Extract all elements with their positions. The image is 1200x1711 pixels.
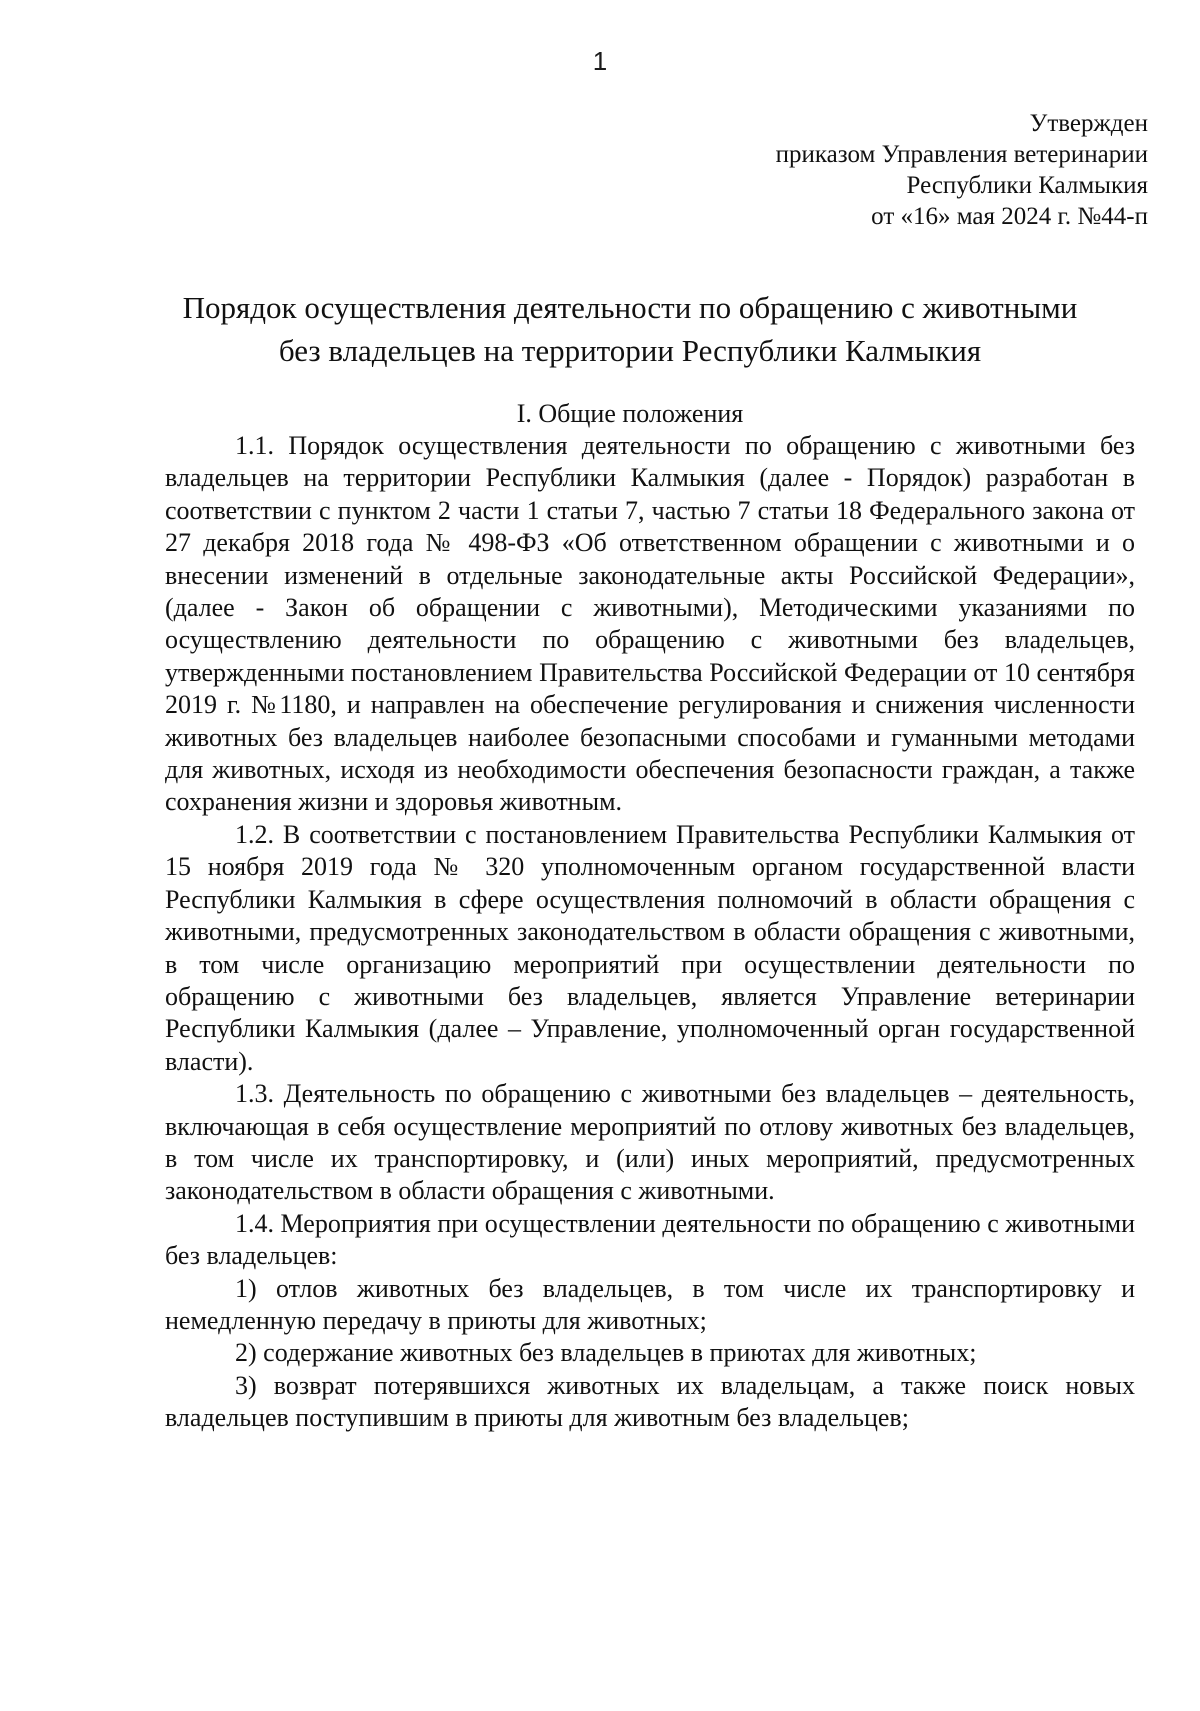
- paragraph-1-1: 1.1. Порядок осуществления деятельности по обращению с животными без владельцев на территории Республики Калмыкия (далее - Порядок) разработан в соответствии с пунктом 2 части 1 статьи 7, частью 7 статьи 18 Федерального закона от 27 декабря 2018 года № 498-ФЗ «Об ответственном обращении с животными и о внесении изменений в отдельные законодательные акты Российской Федерации», (далее - Закон об обращении с животными), Методическими указаниями по осуществлению деятельности по обращению с животными без владельцев, утвержденными постановлением Правительства Российской Федерации от 10 сентября 2019 г. №1180, и направлен на обеспечение регулирования и снижения численности животных без владельцев наиболее безопасными способами и гуманными методами для животных, исходя из необходимости обеспечения безопасности граждан, а также сохранения жизни и здоровья животным.: [165, 431, 1135, 817]
- approval-line: приказом Управления ветеринарии: [775, 141, 1148, 168]
- paragraph-1-4: 1.4. Мероприятия при осуществлении деятельности по обращению с животными без владельцев:: [165, 1208, 1135, 1271]
- approval-block: [588, 108, 1148, 232]
- list-item-2: 2) содержание животных без владельцев в приютах для животных;: [235, 1338, 977, 1368]
- document-title-line: Порядок осуществления деятельности по обращению с животными: [182, 290, 1078, 325]
- approval-date-line: от «16» мая 2024 г. №44-п: [871, 203, 1148, 230]
- section-heading: I. Общие положения: [516, 399, 744, 428]
- paragraph-1-2: 1.2. В соответствии с постановлением Правительства Республики Калмыкия от 15 ноября 2019 года № 320 уполномоченным органом государственной власти Республики Калмыкия в сфере осуществления полномочий в области обращения с животными, предусмотренных законодательством в области обращения с животными, в том числе организацию мероприятий при осуществлении деятельности по обращению с животными без владельцев, является Управление ветеринарии Республики Калмыкия (далее – Управление, уполномоченный орган государственной власти).: [165, 819, 1135, 1076]
- approval-line: Утвержден: [1029, 110, 1148, 137]
- approval-line: Республики Калмыкия: [906, 172, 1148, 199]
- document-body: [165, 430, 1135, 1435]
- paragraph-1-3: 1.3. Деятельность по обращению с животными без владельцев – деятельность, включающая в себя осуществление мероприятий по отлову животных без владельцев, в том числе их транспортировку, и (или) иных мероприятий, предусмотренных законодательством в области обращения с животными.: [165, 1079, 1135, 1206]
- list-item-1: 1) отлов животных без владельцев, в том числе их транспортировку и немедленную передачу в приюты для животных;: [165, 1273, 1135, 1335]
- document-title-line: без владельцев на территории Республики Калмыкия: [278, 333, 982, 368]
- page-number: 1: [592, 46, 608, 76]
- list-item-3: 3) возврат потерявшихся животных их владельцам, а также поиск новых владельцев поступившим в приюты для животным без владельцев;: [165, 1370, 1135, 1433]
- document-title: [130, 286, 1130, 372]
